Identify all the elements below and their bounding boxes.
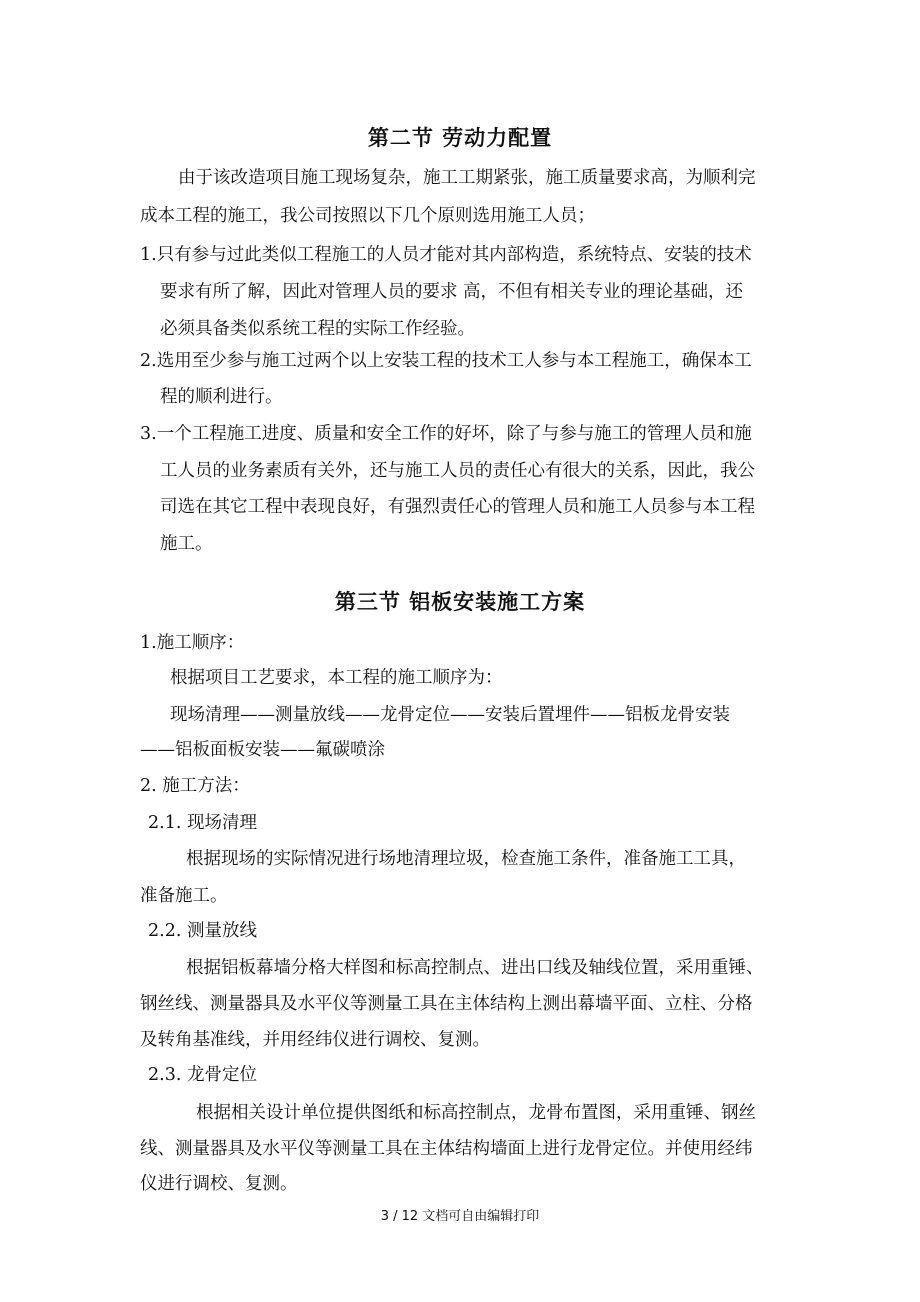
- section-title-labor: 第二节 劳动力配置: [367, 126, 553, 150]
- list-item-line: 1.只有参与过此类似工程施工的人员才能对其内部构造，系统特点、安装的技术: [140, 245, 752, 265]
- paragraph-line: 根据相关设计单位提供图纸和标高控制点，龙骨布置图，采用重锤、钢丝: [196, 1103, 756, 1123]
- subsection-heading: 2.3. 龙骨定位: [148, 1065, 257, 1085]
- paragraph-line: 仪进行调校、复测。: [140, 1174, 298, 1194]
- paragraph-line: 根据铝板幕墙分格大样图和标高控制点、进出口线及轴线位置，采用重锤、: [186, 958, 764, 978]
- subsection-heading: 2.2. 测量放线: [148, 921, 257, 941]
- list-item-line: 施工。: [160, 534, 213, 554]
- subsection-heading: 1.施工顺序：: [140, 633, 245, 653]
- list-item-line: 程的顺利进行。: [160, 387, 283, 407]
- subsection-heading: 2. 施工方法：: [140, 776, 250, 796]
- paragraph-line: 线、测量器具及水平仪等测量工具在主体结构墙面上进行龙骨定位。并使用经纬: [140, 1139, 753, 1159]
- list-item-line: 工人员的业务素质有关外，还与施工人员的责任心有很大的关系，因此，我公: [160, 461, 755, 481]
- section-title-aluminum: 第三节 铝板安装施工方案: [334, 590, 586, 614]
- list-item-line: 2.选用至少参与施工过两个以上安装工程的技术工人参与本工程施工，确保本工: [140, 351, 752, 371]
- paragraph-line: 现场清理——测量放线——龙骨定位——安装后置埋件——铝板龙骨安装: [170, 705, 730, 725]
- paragraph-line: 由于该改造项目施工现场复杂，施工工期紧张，施工质量要求高，为顺利完: [178, 168, 756, 188]
- page-footer: 3 / 12 文档可自由编辑打印: [380, 1209, 540, 1224]
- paragraph-line: 根据现场的实际情况进行场地清理垃圾，检查施工条件，准备施工工具，: [186, 849, 746, 869]
- paragraph-line: 准备施工。: [140, 886, 228, 906]
- subsection-heading: 2.1. 现场清理: [148, 813, 257, 833]
- list-item-line: 要求有所了解，因此对管理人员的要求 高，不但有相关专业的理论基础，还: [160, 282, 744, 302]
- paragraph-line: ——铝板面板安装——氟碳喷涂: [140, 740, 385, 760]
- paragraph-line: 钢丝线、测量器具及水平仪等测量工具在主体结构上测出幕墙平面、立柱、分格: [140, 994, 753, 1014]
- paragraph-line: 成本工程的施工，我公司按照以下几个原则选用施工人员；: [140, 206, 595, 226]
- paragraph-line: 及转角基准线，并用经纬仪进行调校、复测。: [140, 1030, 490, 1050]
- paragraph-line: 根据项目工艺要求，本工程的施工顺序为：: [170, 668, 503, 688]
- list-item-line: 司选在其它工程中表现良好，有强烈责任心的管理人员和施工人员参与本工程: [160, 497, 755, 517]
- list-item-line: 必须具备类似系统工程的实际工作经验。: [160, 319, 475, 339]
- list-item-line: 3.一个工程施工进度、质量和安全工作的好坏，除了与参与施工的管理人员和施: [140, 424, 752, 444]
